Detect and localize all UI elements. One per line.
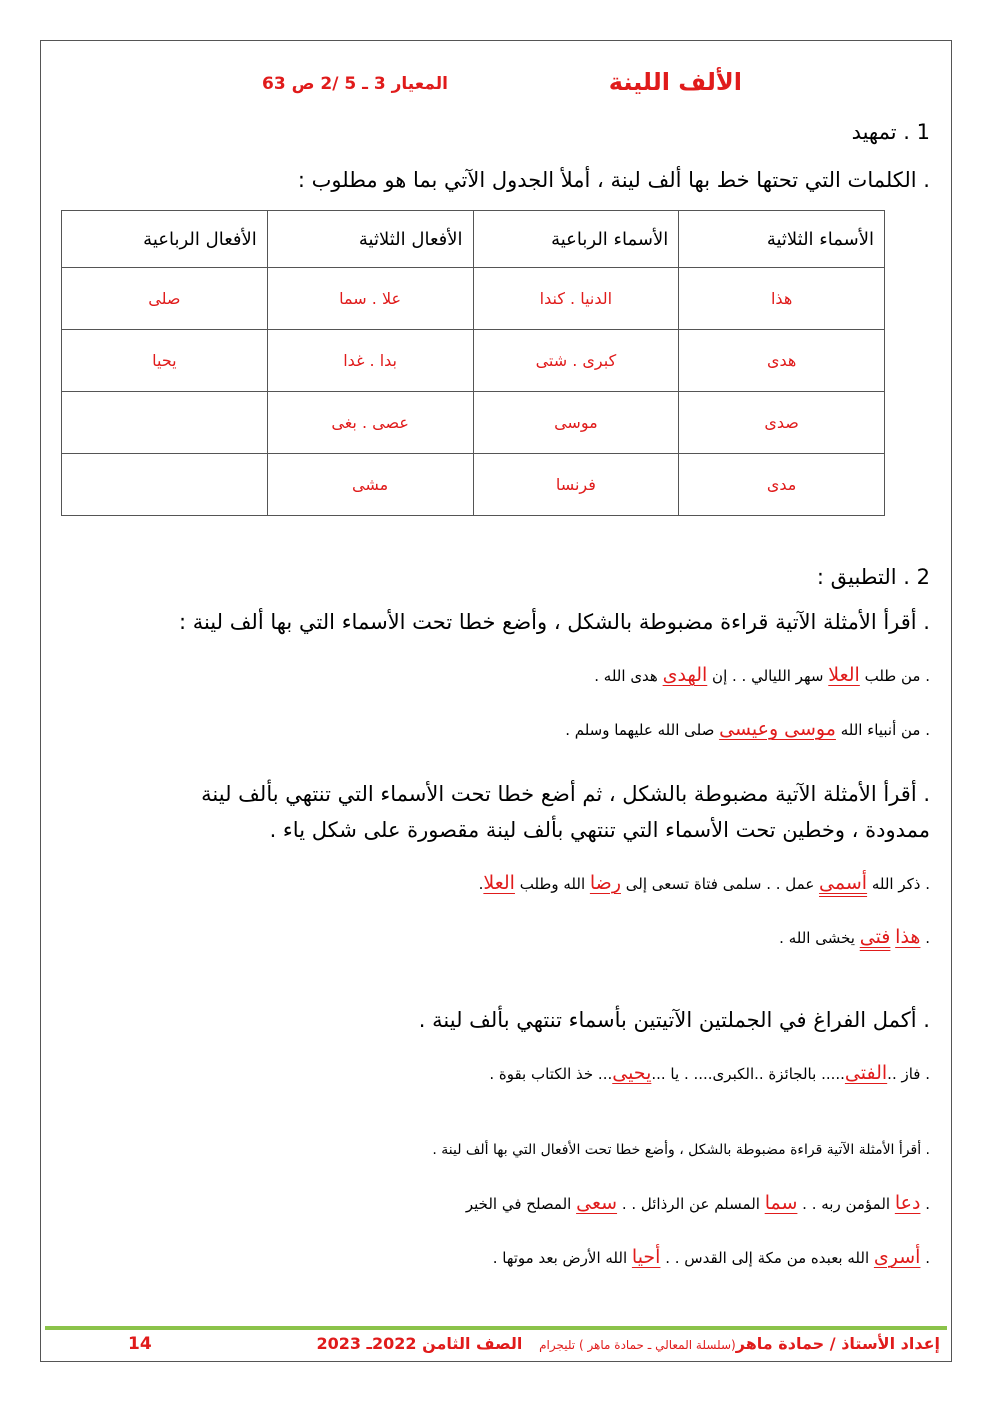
table-row — [62, 268, 885, 330]
section2-heading: 2 . التطبيق : — [816, 565, 930, 589]
footer-divider — [45, 1326, 947, 1330]
table-cell: صلى — [62, 268, 268, 330]
footer-grade: الصف الثامن 2022ـ 2023 — [316, 1334, 523, 1353]
example-text: . — [920, 1195, 930, 1213]
table-header: الأفعال الثلاثية — [267, 211, 473, 268]
underlined-word: سما — [764, 1192, 798, 1214]
example-text: هدى الله . — [594, 667, 663, 685]
example-3 — [479, 872, 930, 894]
example-5 — [489, 1062, 930, 1084]
table-cell — [62, 454, 268, 516]
table-cell: كبرى . شتى — [473, 330, 679, 392]
example-text: . — [920, 1249, 930, 1267]
table-cell: عصى . بغى — [267, 392, 473, 454]
standard-reference: المعيار 3 ـ 5 /2 ص 63 — [262, 74, 448, 94]
example-text: الله الأرض بعد موتها . — [492, 1249, 632, 1267]
double-underlined-word: فتى — [859, 926, 891, 948]
example-6 — [466, 1192, 930, 1214]
table-row — [62, 330, 885, 392]
table-header: الأسماء الثلاثية — [679, 211, 885, 268]
example-text: المصلح في الخير — [465, 1195, 577, 1213]
section2-instruction1: . أقرأ الأمثلة الآتية قراءة مضبوطة بالشكل ، وأضع خطا تحت الأسماء التي بها ألف لينة : — [178, 610, 930, 634]
table-cell: بدا . غدا — [267, 330, 473, 392]
table-header: الأفعال الرباعية — [62, 211, 268, 268]
section2-instruction4: . أقرأ الأمثلة الآتية قراءة مضبوطة بالشكل ، وأضع خطا تحت الأفعال التي بها ألف لينة . — [432, 1142, 930, 1158]
example-1 — [594, 664, 930, 686]
example-text: المسلم عن الرذائل . . — [617, 1195, 765, 1213]
example-text: . من طلب — [859, 667, 930, 685]
example-text: . ذكر الله — [867, 875, 930, 893]
underlined-word: هذا — [895, 926, 921, 948]
table-row — [62, 392, 885, 454]
footer-credits — [316, 1334, 940, 1353]
footer-author: إعداد الأستاذ / حمادة ماهر — [735, 1334, 940, 1353]
underlined-word: دعا — [894, 1192, 921, 1214]
table-cell: صدى — [679, 392, 885, 454]
example-2 — [565, 718, 930, 740]
table-cell: يحيا — [62, 330, 268, 392]
footer-series: (سلسلة المعالي ـ حمادة ماهر ) تليجرام — [539, 1338, 736, 1352]
page-number: 14 — [128, 1334, 152, 1354]
underlined-word: سعى — [576, 1192, 618, 1214]
section2-instruction2a: . أقرأ الأمثلة الآتية مضبوطة بالشكل ، ثم أضع خطا تحت الأسماء التي تنتهي بألف لينة — [201, 782, 930, 806]
underlined-word: أحيا — [631, 1246, 661, 1268]
table-cell: الدنيا . كندا — [473, 268, 679, 330]
example-text: الله بعبده من مكة إلى القدس . . — [660, 1249, 874, 1267]
example-text: عمل . . سلمى فتاة تسعى إلى — [621, 875, 820, 893]
example-text: صلى الله عليهما وسلم . — [565, 721, 720, 739]
table-cell — [62, 392, 268, 454]
double-underlined-word: أسمى — [819, 872, 868, 894]
example-text: . — [920, 929, 930, 947]
section2-instruction2b: ممدودة ، وخطين تحت الأسماء التي تنتهي بألف لينة مقصورة على شكل ياء . — [269, 818, 930, 842]
example-text: سهر الليالي . . إن — [707, 667, 829, 685]
example-text: الله وطلب — [514, 875, 590, 893]
table-cell: موسى — [473, 392, 679, 454]
table-cell: هدى — [679, 330, 885, 392]
page-title: الألف اللينة — [608, 68, 742, 96]
example-text: . من أنبياء الله — [835, 721, 930, 739]
words-table — [61, 210, 885, 516]
underlined-word: موسى وعيسى — [719, 718, 836, 740]
filled-word: يحيى — [612, 1062, 652, 1084]
underlined-word: أسرى — [873, 1246, 921, 1268]
example-7 — [493, 1246, 930, 1268]
table-header-row — [62, 211, 885, 268]
table-cell: مدى — [679, 454, 885, 516]
table-cell: مشى — [267, 454, 473, 516]
table-cell: هذا — [679, 268, 885, 330]
table-header: الأسماء الرباعية — [473, 211, 679, 268]
filled-word: الفتى — [844, 1062, 888, 1084]
underlined-word: العلا — [828, 664, 860, 686]
table-cell: علا . سما — [267, 268, 473, 330]
section1-heading: 1 . تمهيد — [851, 120, 930, 144]
example-text: ... خذ الكتاب بقوة . — [489, 1065, 613, 1083]
example-text: . — [478, 875, 484, 893]
example-text: ..... بالجائزة ..الكبرى.... . يا ... — [651, 1065, 845, 1083]
underlined-word: العلا — [483, 872, 515, 894]
example-text: المؤمن ربه . . — [797, 1195, 895, 1213]
example-4 — [779, 926, 930, 948]
example-text: . فاز .. — [887, 1065, 930, 1083]
example-text: يخشى الله . — [779, 929, 860, 947]
table-cell: فرنسا — [473, 454, 679, 516]
underlined-word: الهدى — [662, 664, 708, 686]
table-row — [62, 454, 885, 516]
underlined-word: رضا — [589, 872, 621, 894]
section1-instruction: . الكلمات التي تحتها خط بها ألف لينة ، أملأ الجدول الآتي بما هو مطلوب : — [297, 168, 930, 192]
section2-instruction3: . أكمل الفراغ في الجملتين الآتيتين بأسماء تنتهي بألف لينة . — [418, 1008, 930, 1032]
